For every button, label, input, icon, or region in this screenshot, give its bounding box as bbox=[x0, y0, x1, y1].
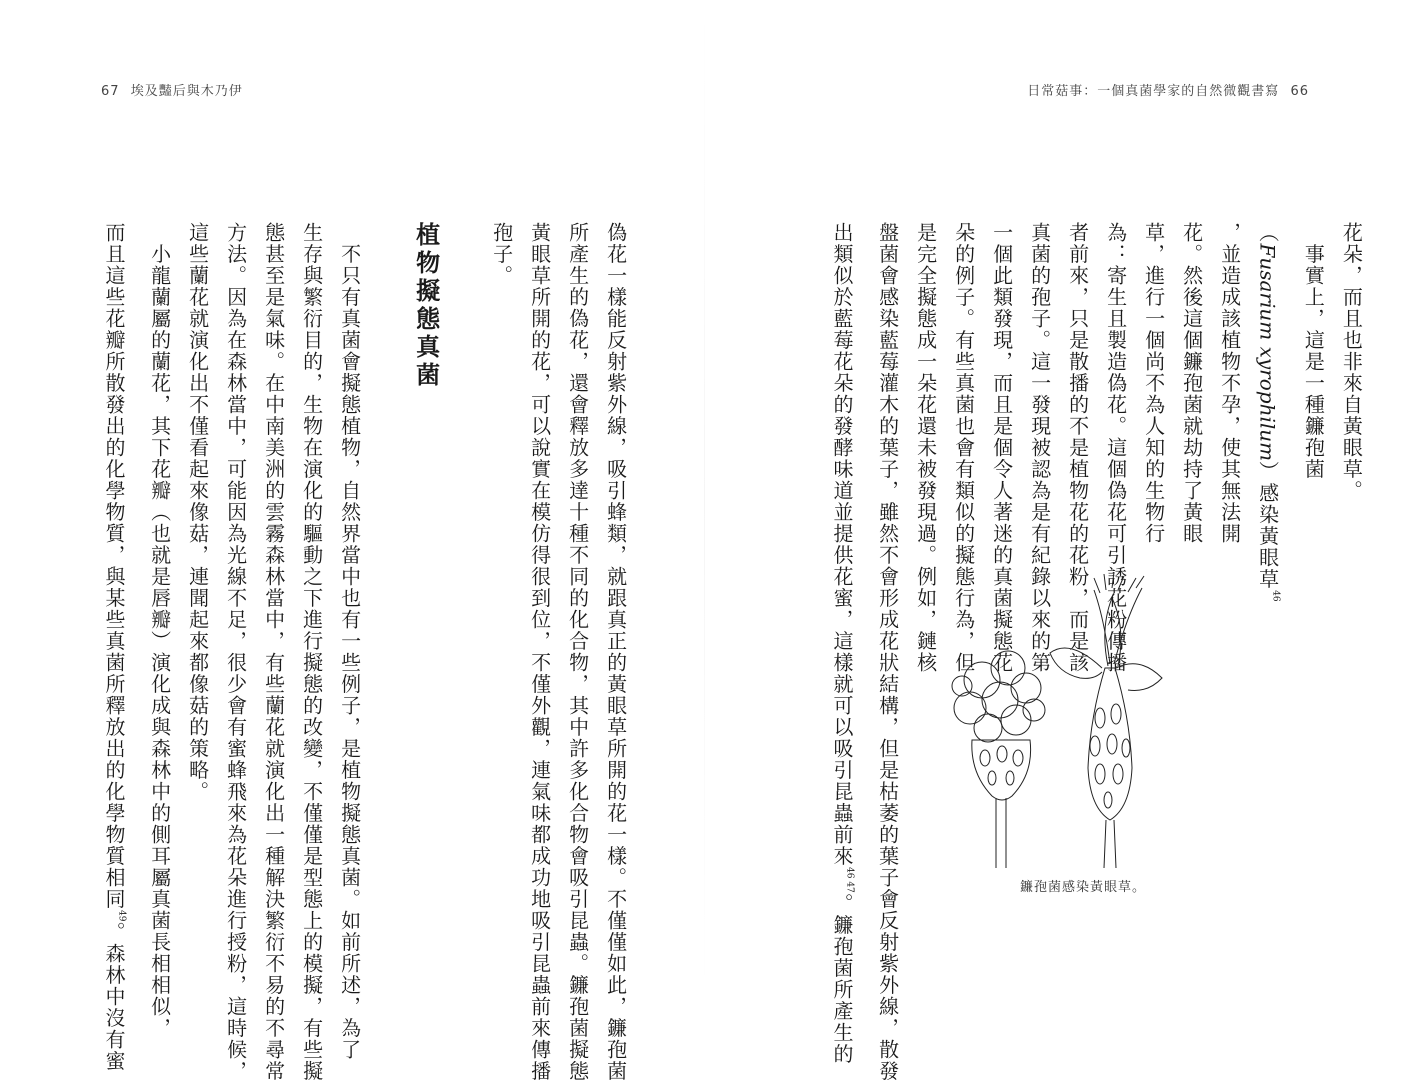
text-column: 事實上，這是一種鐮孢菌 bbox=[1301, 222, 1326, 480]
text-column: 花朵，而且也非來自黃眼草。 bbox=[1339, 222, 1364, 502]
text-fragment: （ bbox=[1255, 222, 1280, 244]
latin-species-name: Fusarium xyrophilum bbox=[1255, 243, 1280, 462]
pseudoflower-head bbox=[952, 651, 1045, 742]
left-running-head bbox=[95, 80, 243, 99]
right-running-title: 日常菇事：一個真菌學家的自然微觀書寫 bbox=[1027, 84, 1280, 99]
text-fragment: ）感染黃眼草 bbox=[1255, 461, 1280, 591]
text-column: 態甚至是氣味。在中南美洲的雲霧森林當中，有些蘭花就演化出一種解決繁衍不易的不尋常 bbox=[261, 222, 286, 1082]
text-column: 盤菌會感染藍莓灌木的葉子，雖然不會形成花狀結構，但是枯萎的葉子會反射紫外線，散發 bbox=[875, 222, 900, 1082]
text-column: 花。然後這個鐮孢菌就劫持了黃眼 bbox=[1179, 222, 1204, 545]
text-column: 小龍蘭屬的蘭花，其下花瓣（也就是唇瓣）演化成與森林中的側耳屬真菌長相相似， bbox=[147, 222, 172, 1039]
text-column: 方法。因為在森林當中，可能因為光線不足，很少會有蜜蜂飛來為花朵進行授粉，這時候， bbox=[223, 222, 248, 1082]
right-page-number: 66 bbox=[1290, 84, 1309, 99]
footnote-ref: 46 bbox=[1270, 590, 1281, 602]
text-column: 朵的例子。有些真菌也會有類似的擬態行為，但 bbox=[951, 222, 976, 674]
text-column bbox=[95, 222, 141, 1072]
text-column: 黃眼草所開的花，可以說實在模仿得很到位，不僅外觀，連氣味都成功地吸引昆蟲前來傳播 bbox=[527, 222, 552, 1082]
footnote-ref: 46 47 bbox=[844, 867, 855, 893]
text-column: 孢子。 bbox=[489, 222, 514, 287]
text-column: 所產生的偽花，還會釋放多達十種不同的化合物，其中許多化合物會吸引昆蟲。鐮孢菌擬態 bbox=[565, 222, 590, 1082]
column-gap bbox=[445, 222, 483, 957]
book-gutter bbox=[704, 0, 705, 1000]
figure-caption: 鐮孢菌感染黃眼草。 bbox=[1020, 880, 1147, 895]
text-column: 一個此類發現，而且是個令人著迷的真菌擬態花 bbox=[989, 222, 1014, 674]
text-column: 是完全擬態成一朵花還未被發現過。例如，鏈核 bbox=[913, 222, 938, 674]
text-column bbox=[1249, 222, 1295, 957]
text-column: 草，進行一個尚不為人知的生物行 bbox=[1141, 222, 1166, 545]
text-column: 者前來，只是散播的不是植物花的花粉，而是該 bbox=[1065, 222, 1090, 674]
text-column: 這些蘭花就演化出不僅看起來像菇，連聞起來都像菇的策略。 bbox=[185, 222, 210, 803]
text-column: 不只有真菌會擬態植物，自然界當中也有一些例子，是植物擬態真菌。如前所述，為了 bbox=[337, 222, 362, 1061]
footnote-ref: 49 bbox=[116, 910, 127, 922]
text-column: 偽花一樣能反射紫外線，吸引蜂類，就跟真正的黃眼草所開的花一樣。不僅僅如此，鐮孢菌 bbox=[603, 222, 628, 1082]
section-heading: 植物擬態真菌 bbox=[411, 222, 440, 390]
left-page-number: 67 bbox=[101, 84, 120, 99]
text-column: 為：寄生且製造偽花。這個偽花可引誘花粉傳播 bbox=[1103, 222, 1128, 674]
text-fragment: 出類似於藍莓花朵的發酵味道並提供花蜜，這樣就可以吸引昆蟲前來 bbox=[830, 222, 854, 867]
left-page-body bbox=[95, 222, 635, 1082]
text-column: ，並造成該植物不孕，使其無法開 bbox=[1217, 222, 1242, 545]
text-column: 真菌的孢子。這一發現被認為是有紀錄以來的第 bbox=[1027, 222, 1052, 674]
left-running-title: 埃及豔后與木乃伊 bbox=[130, 84, 243, 99]
fusarium-infected-flower-illustration bbox=[930, 568, 1180, 868]
right-running-head bbox=[1027, 80, 1315, 99]
text-fragment: 。森林中沒有蜜 bbox=[102, 921, 126, 1072]
text-column bbox=[823, 222, 869, 1065]
text-fragment: 。鐮孢菌所產生的 bbox=[830, 892, 854, 1065]
text-fragment: 而且這些花瓣所散發出的化學物質，與某些真菌所釋放出的化學物質相同 bbox=[102, 222, 126, 910]
text-column: 生存與繁衍目的，生物在演化的驅動之下進行擬態的改變，不僅僅是型態上的模擬，有些擬 bbox=[299, 222, 324, 1082]
column-gap bbox=[369, 222, 407, 957]
